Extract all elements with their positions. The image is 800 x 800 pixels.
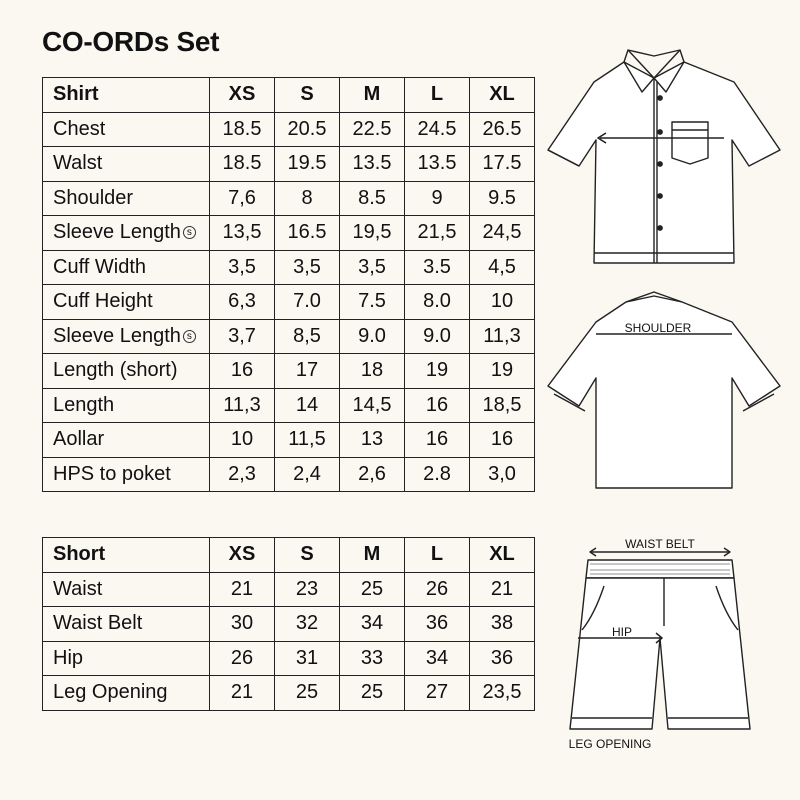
table-title-cell: Shirt <box>43 78 210 113</box>
measurement-label-cell <box>43 181 210 216</box>
table-row <box>43 607 535 642</box>
measurement-value-cell: 13,5 <box>210 216 275 251</box>
measurement-value-cell: 3,5 <box>275 250 340 285</box>
measurement-value-cell: 7.0 <box>275 285 340 320</box>
measurement-value-cell: 11,3 <box>210 388 275 423</box>
measurement-label: Cuff Height <box>53 290 153 313</box>
measurement-value-cell: 26 <box>210 641 275 676</box>
measurement-value-cell: 2,4 <box>275 457 340 492</box>
measurement-value-cell: 3,0 <box>470 457 535 492</box>
table-row <box>43 285 535 320</box>
measurement-value-cell: 9.5 <box>470 181 535 216</box>
measurement-value-cell: 10 <box>210 423 275 458</box>
measurement-value-cell: 27 <box>405 676 470 711</box>
size-header-cell: S <box>275 78 340 113</box>
measurement-value-cell: 18.5 <box>210 147 275 182</box>
measurement-value-cell: 21,5 <box>405 216 470 251</box>
measurement-value-cell: 24.5 <box>405 112 470 147</box>
measurement-value-cell: 25 <box>275 676 340 711</box>
measurement-value-cell: 16 <box>405 388 470 423</box>
measurement-value-cell: 13.5 <box>405 147 470 182</box>
measurement-label: Sleeve Length <box>53 324 181 347</box>
shirt-front-illustration <box>544 48 784 273</box>
measurement-value-cell: 7,6 <box>210 181 275 216</box>
table-row <box>43 181 535 216</box>
measurement-value-cell: 23,5 <box>470 676 535 711</box>
leg-opening-label: LEG OPENING <box>568 737 652 751</box>
measurement-value-cell: 21 <box>210 676 275 711</box>
measurement-value-cell: 16.5 <box>275 216 340 251</box>
table-header-row <box>43 538 535 573</box>
table-row <box>43 641 535 676</box>
measurement-value-cell: 7.5 <box>340 285 405 320</box>
measurement-value-cell: 19 <box>405 354 470 389</box>
measurement-value-cell: 26 <box>405 572 470 607</box>
measurement-value-cell: 13.5 <box>340 147 405 182</box>
measurement-value-cell: 8 <box>275 181 340 216</box>
measurement-label-cell <box>43 423 210 458</box>
table-row <box>43 112 535 147</box>
measurement-value-cell: 30 <box>210 607 275 642</box>
measurement-label: Shoulder <box>53 186 134 209</box>
measurement-value-cell: 19,5 <box>340 216 405 251</box>
measurement-value-cell: 2,6 <box>340 457 405 492</box>
measurement-value-cell: 26.5 <box>470 112 535 147</box>
measurement-value-cell: 21 <box>470 572 535 607</box>
measurement-value-cell: 11,5 <box>275 423 340 458</box>
measurement-value-cell: 18,5 <box>470 388 535 423</box>
size-header-cell: S <box>275 538 340 573</box>
measurement-label-cell <box>43 250 210 285</box>
measurement-label-cell <box>43 388 210 423</box>
measurement-value-cell: 3,5 <box>210 250 275 285</box>
measurement-label: Waist <box>53 577 103 600</box>
table-row <box>43 354 535 389</box>
table-row <box>43 572 535 607</box>
hip-label: HIP <box>611 625 633 639</box>
page-title: CO-ORDs Set <box>42 26 220 57</box>
measurement-value-cell: 36 <box>470 641 535 676</box>
measurement-value-cell: 14 <box>275 388 340 423</box>
measurement-value-cell: 18.5 <box>210 112 275 147</box>
measurement-value-cell: 19 <box>470 354 535 389</box>
measurement-label-cell <box>43 676 210 711</box>
measurement-value-cell: 6,3 <box>210 285 275 320</box>
measurement-label: Leg Opening <box>53 681 168 704</box>
measurement-value-cell: 16 <box>470 423 535 458</box>
measurement-label: Aollar <box>53 428 105 451</box>
measurement-label: HPS to poket <box>53 462 171 485</box>
table-row <box>43 676 535 711</box>
measurement-value-cell: 20.5 <box>275 112 340 147</box>
measurement-value-cell: 25 <box>340 676 405 711</box>
measurement-value-cell: 11,3 <box>470 319 535 354</box>
measurement-value-cell: 16 <box>405 423 470 458</box>
measurement-value-cell: 9.0 <box>340 319 405 354</box>
measurement-note: s <box>183 226 196 239</box>
measurement-value-cell: 23 <box>275 572 340 607</box>
table-header-row <box>43 78 535 113</box>
measurement-label-cell <box>43 216 210 251</box>
measurement-value-cell: 4,5 <box>470 250 535 285</box>
measurement-label: Sleeve Length <box>53 221 181 244</box>
measurement-label-cell <box>43 457 210 492</box>
table-row <box>43 423 535 458</box>
measurement-value-cell: 33 <box>340 641 405 676</box>
measurement-value-cell: 24,5 <box>470 216 535 251</box>
measurement-value-cell: 22.5 <box>340 112 405 147</box>
table-title-cell: Short <box>43 538 210 573</box>
shoulder-label: SHOULDER <box>624 321 692 335</box>
table-row <box>43 319 535 354</box>
measurement-label-cell <box>43 572 210 607</box>
measurement-value-cell: 16 <box>210 354 275 389</box>
size-header-cell: L <box>405 78 470 113</box>
table-row <box>43 388 535 423</box>
measurement-label: Cuff Width <box>53 255 146 278</box>
measurement-value-cell: 21 <box>210 572 275 607</box>
measurement-label-cell <box>43 607 210 642</box>
table-row <box>43 457 535 492</box>
measurement-value-cell: 8.5 <box>340 181 405 216</box>
waist-belt-label: WAIST BELT <box>625 537 695 551</box>
shirt-size-table <box>42 77 535 492</box>
measurement-label: Length (short) <box>53 359 178 382</box>
measurement-value-cell: 34 <box>405 641 470 676</box>
measurement-value-cell: 32 <box>275 607 340 642</box>
shorts-icon <box>560 534 760 754</box>
measurement-value-cell: 25 <box>340 572 405 607</box>
size-header-cell: M <box>340 78 405 113</box>
measurement-value-cell: 14,5 <box>340 388 405 423</box>
measurement-value-cell: 2.8 <box>405 457 470 492</box>
measurement-label-cell <box>43 147 210 182</box>
measurement-value-cell: 38 <box>470 607 535 642</box>
measurement-value-cell: 13 <box>340 423 405 458</box>
measurement-label-cell <box>43 319 210 354</box>
table-row <box>43 250 535 285</box>
measurement-value-cell: 9 <box>405 181 470 216</box>
measurement-value-cell: 36 <box>405 607 470 642</box>
shorts-illustration <box>560 534 760 754</box>
measurement-label: Walst <box>53 152 103 175</box>
shirt-front-icon <box>544 48 784 273</box>
measurement-label-cell <box>43 112 210 147</box>
shirt-back-illustration <box>544 290 784 490</box>
measurement-value-cell: 31 <box>275 641 340 676</box>
measurement-value-cell: 8.0 <box>405 285 470 320</box>
measurement-value-cell: 19.5 <box>275 147 340 182</box>
shirt-back-icon <box>544 290 784 490</box>
measurement-value-cell: 18 <box>340 354 405 389</box>
size-header-cell: XL <box>470 538 535 573</box>
size-header-cell: XS <box>210 538 275 573</box>
size-header-cell: XS <box>210 78 275 113</box>
size-header-cell: L <box>405 538 470 573</box>
measurement-value-cell: 10 <box>470 285 535 320</box>
measurement-label: Waist Belt <box>53 612 143 635</box>
measurement-value-cell: 34 <box>340 607 405 642</box>
measurement-value-cell: 17.5 <box>470 147 535 182</box>
measurement-label-cell <box>43 285 210 320</box>
measurement-value-cell: 2,3 <box>210 457 275 492</box>
measurement-value-cell: 17 <box>275 354 340 389</box>
size-header-cell: XL <box>470 78 535 113</box>
measurement-label: Hip <box>53 646 84 669</box>
measurement-label-cell <box>43 354 210 389</box>
measurement-value-cell: 8,5 <box>275 319 340 354</box>
measurement-label: Length <box>53 393 115 416</box>
measurement-note: s <box>183 330 196 343</box>
size-header-cell: M <box>340 538 405 573</box>
measurement-value-cell: 3.5 <box>405 250 470 285</box>
measurement-value-cell: 9.0 <box>405 319 470 354</box>
measurement-value-cell: 3,7 <box>210 319 275 354</box>
measurement-value-cell: 3,5 <box>340 250 405 285</box>
short-size-table <box>42 537 535 711</box>
table-row <box>43 147 535 182</box>
table-row <box>43 216 535 251</box>
measurement-label: Chest <box>53 117 106 140</box>
measurement-label-cell <box>43 641 210 676</box>
